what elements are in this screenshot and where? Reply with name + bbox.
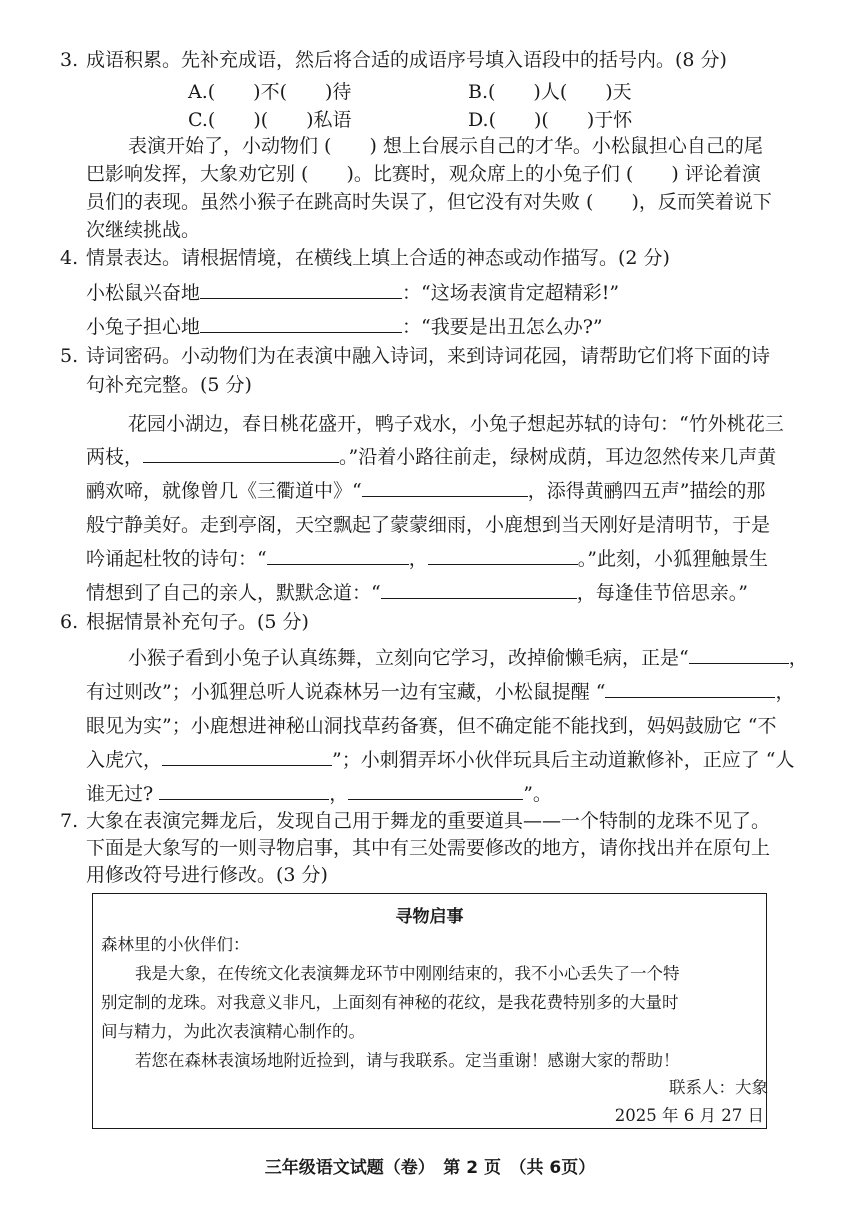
question-number: 6. xyxy=(60,611,79,633)
text: ，添得黄鹂四五声”描绘的那 xyxy=(527,480,766,502)
question-prompt: 大象在表演完舞龙后，发现自己用于舞龙的重要道具——一个特制的龙珠不见了。 xyxy=(86,810,771,832)
question-number: 3. xyxy=(60,49,79,71)
answer-blank[interactable] xyxy=(162,745,332,766)
q6-paragraph-line xyxy=(86,779,806,806)
notice-body-line[interactable]: 间与精力，为此次表演精心制作的。 xyxy=(101,1022,365,1041)
q3-paragraph-line: 表演开始了，小动物们 ( ) 想上台展示自己的才华。小松鼠担心自己的尾 xyxy=(128,135,763,157)
notice-body-line[interactable]: 别定制的龙珠。对我意义非凡，上面刻有神秘的花纹，是我花费特别多的大量时 xyxy=(101,993,679,1012)
answer-blank[interactable] xyxy=(200,312,402,333)
answer-blank[interactable] xyxy=(381,578,577,599)
text: ， xyxy=(408,548,428,570)
text: 鹂欢啼，就像曾几《三衢道中》“ xyxy=(86,480,362,502)
text: 谁无过? xyxy=(86,783,154,805)
page-footer: 三年级语文试题（卷） 第 2 页 （共 6页） xyxy=(264,1158,596,1178)
text: ”。 xyxy=(523,783,552,805)
q5-paragraph-line: 花园小湖边，春日桃花盛开，鸭子戏水，小兔子想起苏轼的诗句：“竹外桃花三 xyxy=(128,413,784,435)
prompt-text: 小兔子担心地 xyxy=(86,316,201,338)
notice-greeting: 森林里的小伙伴们： xyxy=(101,935,250,954)
question-number: 4. xyxy=(60,247,79,269)
q6-paragraph-line: 眼见为实”；小鹿想进神秘山洞找草药备赛，但不确定能不能找到，妈妈鼓励它 “不 xyxy=(86,715,777,737)
question-prompt: 成语积累。先补充成语，然后将合适的成语序号填入语段中的括号内。(8 分) xyxy=(86,49,727,71)
q3-paragraph-line: 员们的表现。虽然小猴子在跳高时失误了，但它没有对失败 ( )，反而笑着说下 xyxy=(86,191,772,213)
text: 入虎穴， xyxy=(86,749,163,771)
text: ”；小刺猬弄坏小伙伴玩具后主动道歉修补，正应了 “人 xyxy=(332,749,795,771)
text: ， xyxy=(775,681,795,703)
idiom-option-d: D.( )( )于怀 xyxy=(468,109,633,131)
text: 小猴子看到小兔子认真练舞，立刻向它学习，改掉偷懒毛病，正是“ xyxy=(128,647,689,669)
notice-body-line: 若您在森林表演场地附近捡到，请与我联系。定当重谢！感谢大家的帮助！ xyxy=(135,1051,680,1070)
question-number: 7. xyxy=(60,810,79,832)
prompt-text: 小松鼠兴奋地 xyxy=(86,282,201,304)
q5-paragraph-line xyxy=(86,442,806,469)
question-prompt: 情景表达。请根据情境，在横线上填上合适的神态或动作描写。(2 分) xyxy=(86,247,670,269)
text: 吟诵起杜牧的诗句：“ xyxy=(86,548,267,570)
q3-paragraph-line: 次继续挑战。 xyxy=(86,219,201,241)
question-prompt: 用修改符号进行修改。(3 分) xyxy=(86,864,328,886)
text: 。”沿着小路往前走，绿树成荫，耳边忽然传来几声黄 xyxy=(339,446,777,468)
answer-blank[interactable] xyxy=(362,476,528,497)
lost-item-notice xyxy=(92,893,767,1129)
text: 两枝， xyxy=(86,446,144,468)
answer-blank[interactable] xyxy=(159,779,329,800)
q5-paragraph-line xyxy=(86,476,806,503)
answer-blank[interactable] xyxy=(605,677,775,698)
q5-paragraph-line: 般宁静美好。走到亭阁，天空飘起了蒙蒙细雨，小鹿想到当天刚好是清明节，于是 xyxy=(86,514,771,536)
answer-blank[interactable] xyxy=(689,643,789,664)
question-prompt: 诗词密码。小动物们为在表演中融入诗词，来到诗词花园，请帮助它们将下面的诗 xyxy=(86,345,771,367)
notice-body-line[interactable]: 我是大象，在传统文化表演舞龙环节中刚刚结束的，我不小心丢失了一个特 xyxy=(135,964,680,983)
answer-blank[interactable] xyxy=(348,779,523,800)
answer-blank[interactable] xyxy=(267,544,409,565)
answer-blank[interactable] xyxy=(200,278,402,299)
q6-paragraph-line xyxy=(86,745,806,772)
text: ， xyxy=(788,647,808,669)
question-number: 5. xyxy=(60,345,79,367)
text: 有过则改”；小狐狸总听人说森林另一边有宝藏，小松鼠提醒 “ xyxy=(86,681,606,703)
q5-paragraph-line xyxy=(86,578,806,605)
q3-paragraph-line: 巴影响发挥，大象劝它别 ( )。比赛时，观众席上的小兔子们 ( ) 评论着演 xyxy=(86,163,761,185)
text: 。”此刻，小狐狸触景生 xyxy=(577,548,768,570)
notice-date: 2025 年 6 月 27 日 xyxy=(614,1106,764,1125)
q4-line xyxy=(86,278,806,305)
answer-blank[interactable] xyxy=(428,544,578,565)
notice-contact: 联系人：大象 xyxy=(669,1078,768,1097)
idiom-option-b: B.( )人( )天 xyxy=(468,81,632,103)
q6-paragraph-line xyxy=(128,643,848,670)
text: 情想到了自己的亲人，默默念道：“ xyxy=(86,582,381,604)
question-prompt: 句补充完整。(5 分) xyxy=(86,374,252,396)
idiom-option-a: A.( )不( )待 xyxy=(188,81,352,103)
notice-title: 寻物启事 xyxy=(395,907,464,927)
question-prompt: 根据情景补充句子。(5 分) xyxy=(86,611,309,633)
prompt-text: ：“我要是出丑怎么办?” xyxy=(402,316,603,338)
q4-line xyxy=(86,312,806,339)
q6-paragraph-line xyxy=(86,677,806,704)
question-prompt: 下面是大象写的一则寻物启事，其中有三处需要修改的地方，请你找出并在原句上 xyxy=(86,837,771,859)
prompt-text: ：“这场表演肯定超精彩!” xyxy=(402,282,620,304)
text: ， xyxy=(329,783,349,805)
q5-paragraph-line xyxy=(86,544,806,571)
text: ，每逢佳节倍思亲。” xyxy=(576,582,748,604)
answer-blank[interactable] xyxy=(143,442,339,463)
idiom-option-c: C.( )( )私语 xyxy=(188,109,352,131)
